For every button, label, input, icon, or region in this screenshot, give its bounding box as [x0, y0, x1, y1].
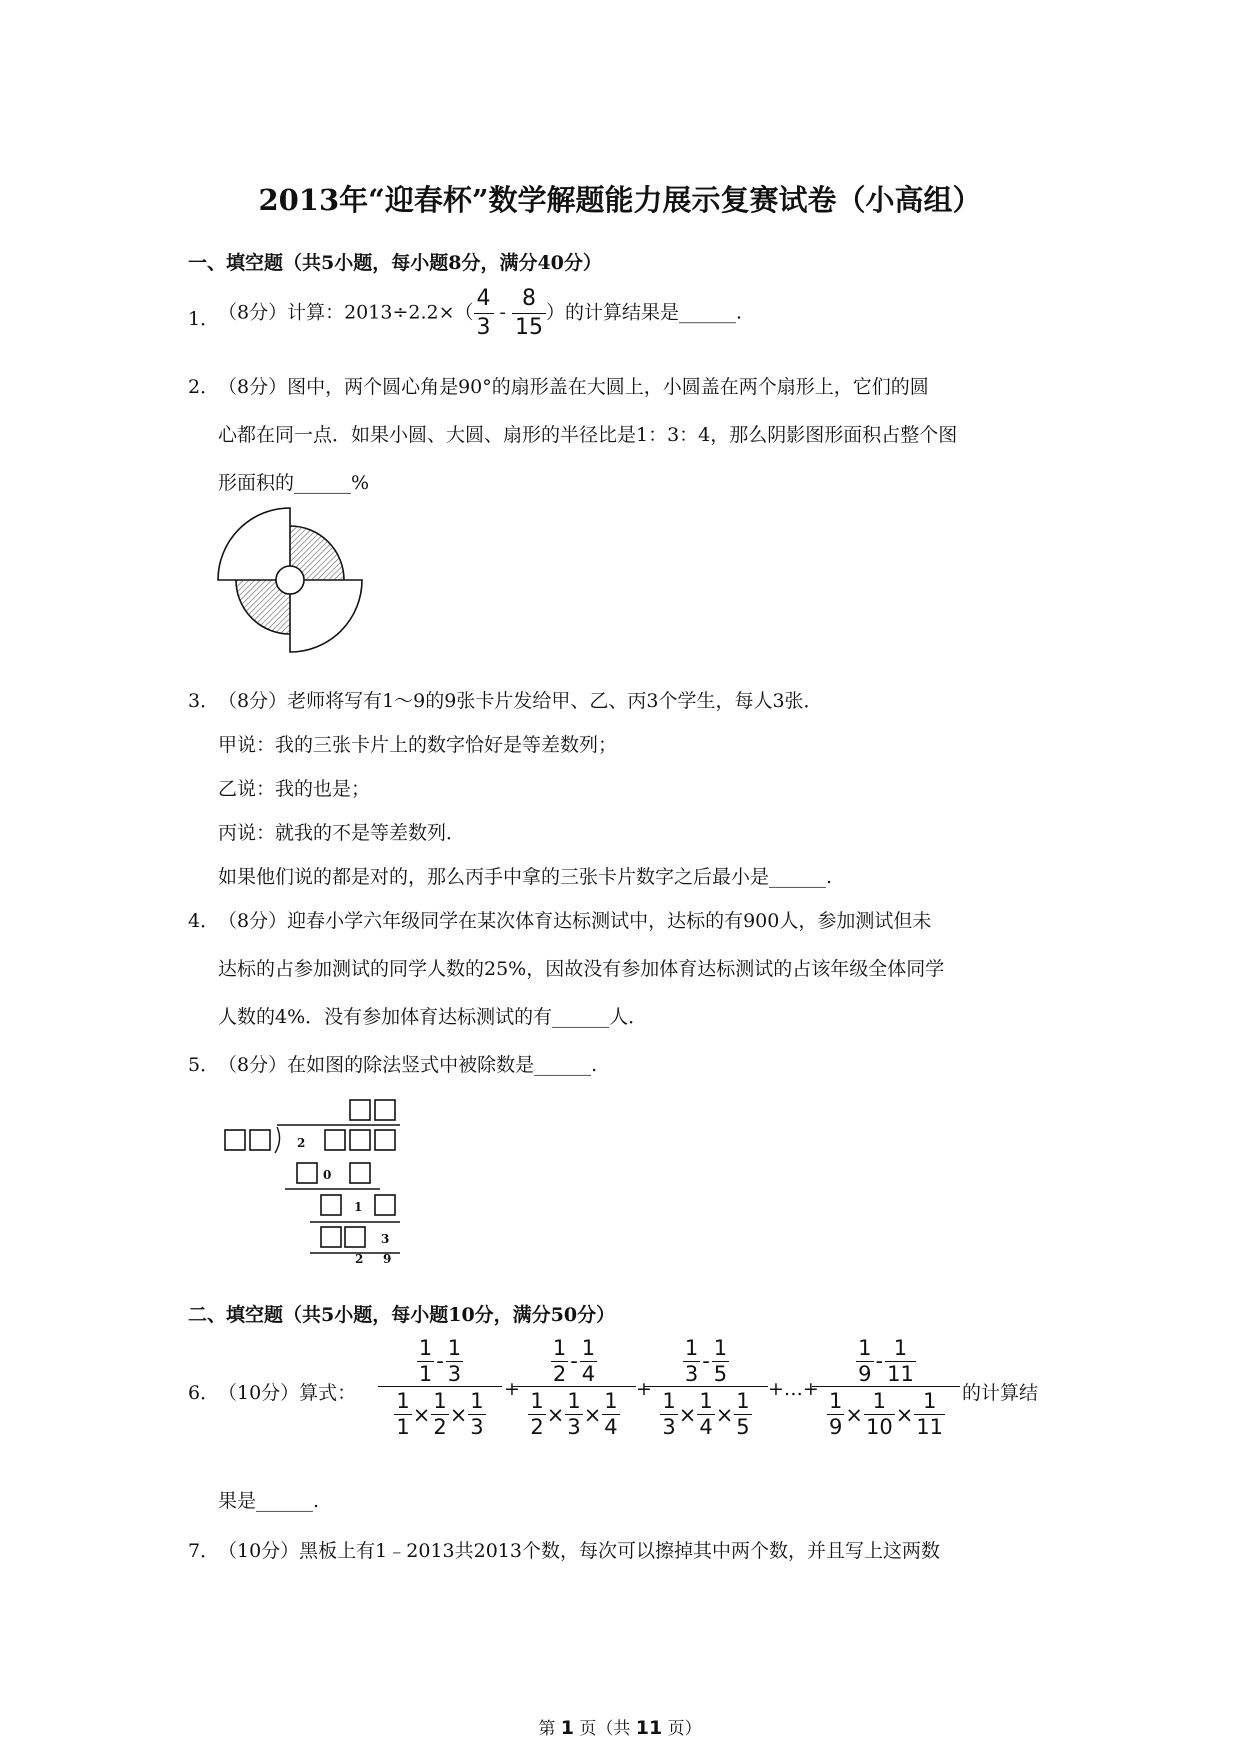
q6-frac-num: 1 — [567, 1389, 581, 1413]
q6-term-denominator — [512, 1391, 636, 1438]
q6-frac-den: 3 — [662, 1415, 676, 1439]
question-3-line-1: （8分）老师将写有1～9的9张卡片发给甲、乙、丙3个学生，每人3张． — [218, 690, 823, 712]
q6-term-numerator — [812, 1335, 960, 1386]
q6-frac — [431, 1391, 448, 1438]
sector-circle-figure — [210, 500, 370, 660]
question-4-line-2: 达标的占参加测试的同学人数的25%，因故没有参加体育达标测试的占该年级全体同学 — [218, 958, 945, 980]
section-heading-1: 一、填空题（共5小题，每小题8分，满分40分） — [188, 252, 602, 274]
q6-term-denominator — [812, 1391, 960, 1438]
q6-frac-den: 4 — [581, 1361, 596, 1386]
q6-frac — [660, 1391, 677, 1438]
question-5-number: 5． — [188, 1054, 220, 1076]
q6-frac-den: 2 — [552, 1361, 567, 1386]
q6-frac-num: 1 — [684, 1335, 699, 1360]
q6-frac-num: 1 — [828, 1389, 843, 1413]
question-1 — [218, 288, 742, 339]
question-3-line-4: 丙说：就我的不是等差数列． — [218, 822, 466, 844]
question-7-number: 7． — [188, 1540, 220, 1562]
question-3-line-2: 甲说：我的三张卡片上的数字恰好是等差数列； — [218, 734, 618, 756]
q6-frac — [528, 1391, 545, 1438]
q6-term-numerator — [378, 1335, 502, 1386]
q6-term-numerator — [512, 1335, 636, 1386]
q6-frac-den: 5 — [713, 1361, 728, 1386]
step2-box-1 — [321, 1195, 341, 1215]
q6-frac-num: 1 — [713, 1335, 728, 1360]
dividend-box-3 — [375, 1130, 395, 1150]
q6-frac — [712, 1335, 729, 1386]
q1-prefix: （8分）计算：2013÷2.2×（ — [218, 301, 474, 324]
question-3-number: 3． — [188, 690, 220, 712]
q6-frac — [864, 1391, 895, 1438]
question-4-line-3: 人数的4%．没有参加体育达标测试的有______人． — [218, 1006, 648, 1028]
q6-frac-num: 1 — [418, 1335, 433, 1360]
small-circle — [276, 566, 304, 594]
question-4-number: 4． — [188, 910, 220, 932]
footer-suffix: 页） — [662, 1719, 702, 1739]
remainder-digit-2: 2 — [355, 1252, 364, 1265]
q6-frac-num: 1 — [736, 1389, 750, 1413]
q6-frac-den: 5 — [736, 1415, 750, 1439]
q6-main-fraction-bar — [512, 1386, 636, 1387]
q6-frac-num: 1 — [447, 1335, 462, 1360]
q6-frac-num: 1 — [662, 1389, 676, 1413]
q6-frac-num: 1 — [581, 1335, 596, 1360]
digit-2: 2 — [297, 1136, 306, 1150]
q6-frac — [683, 1335, 700, 1386]
sector-bottom-right — [290, 580, 362, 652]
question-2-line-2: 心都在同一点．如果小圆、大圆、扇形的半径比是1：3：4，那么阴影图形面积占整个图 — [218, 424, 958, 446]
divisor-box-1 — [225, 1130, 245, 1150]
q6-main-fraction-bar — [378, 1386, 502, 1387]
q6-frac — [468, 1391, 485, 1438]
quotient-box-1 — [350, 1100, 370, 1120]
q6-term-denominator — [378, 1391, 502, 1438]
step1-box-1 — [297, 1163, 317, 1183]
long-division-figure — [215, 1095, 415, 1265]
q6-frac-den: 10 — [865, 1415, 893, 1439]
q6-frac — [446, 1335, 463, 1386]
q6-frac-den: 9 — [828, 1415, 843, 1439]
section-heading-2: 二、填空题（共5小题，每小题10分，满分50分） — [188, 1304, 616, 1326]
q6-term-2 — [512, 1335, 636, 1439]
q6-frac-num: 1 — [396, 1389, 410, 1413]
remainder-digit-9: 9 — [383, 1252, 392, 1265]
q6-frac — [580, 1335, 597, 1386]
q1-fraction-2 — [512, 288, 546, 339]
q6-times: × — [449, 1402, 468, 1427]
q6-times: × — [715, 1402, 734, 1427]
q6-frac-den: 1 — [396, 1415, 410, 1439]
q6-minus: - — [570, 1349, 578, 1373]
q6-frac-num: 1 — [858, 1335, 872, 1360]
q6-frac-den: 3 — [684, 1361, 699, 1386]
q6-frac — [697, 1391, 714, 1438]
quotient-box-2 — [375, 1100, 395, 1120]
q1-f2-numerator: 8 — [512, 288, 546, 314]
q6-times: × — [412, 1402, 431, 1427]
q1-suffix: ）的计算结果是______. — [546, 301, 743, 324]
footer-prefix: 第 — [538, 1719, 561, 1739]
step3-box-2 — [345, 1227, 365, 1247]
q6-frac-den: 1 — [418, 1361, 433, 1386]
question-6-number: 6． — [188, 1382, 220, 1404]
q6-frac — [551, 1335, 568, 1386]
q6-frac-den: 2 — [433, 1415, 447, 1439]
q6-frac — [827, 1391, 844, 1438]
page-footer — [0, 1714, 1240, 1739]
page-title: 2013年“迎春杯”数学解题能力展示复赛试卷（小高组） — [258, 183, 982, 217]
q6-frac — [914, 1391, 945, 1438]
dividend-box-2 — [350, 1130, 370, 1150]
q6-frac-den: 2 — [530, 1415, 544, 1439]
q6-frac-num: 1 — [470, 1389, 484, 1413]
question-6-prefix: （10分）算式： — [218, 1382, 357, 1404]
q6-frac — [417, 1335, 434, 1386]
question-6-suffix: 的计算结 — [962, 1382, 1039, 1404]
q6-frac — [602, 1391, 619, 1438]
q6-times: × — [678, 1402, 697, 1427]
q6-frac-num: 1 — [885, 1338, 916, 1362]
q6-times: × — [546, 1402, 565, 1427]
question-4-line-1: （8分）迎春小学六年级同学在某次体育达标测试中，达标的有900人，参加测试但未 — [218, 910, 932, 932]
q6-frac-den: 3 — [470, 1415, 484, 1439]
q6-term-numerator — [644, 1335, 768, 1386]
sector-top-left — [218, 508, 290, 580]
q6-frac-den: 4 — [604, 1415, 618, 1439]
q6-times: × — [845, 1402, 863, 1427]
q6-minus: - — [702, 1349, 710, 1373]
q6-frac — [856, 1335, 873, 1386]
question-3-line-3: 乙说：我的也是； — [218, 778, 371, 800]
q6-frac-den: 4 — [699, 1415, 713, 1439]
q6-frac-num: 1 — [864, 1391, 895, 1415]
q6-frac-num: 1 — [433, 1389, 447, 1413]
q6-dots: +…+ — [768, 1378, 819, 1400]
q6-plus-2: + — [636, 1378, 652, 1400]
q1-fraction-1 — [474, 288, 494, 339]
q6-main-fraction-bar — [812, 1386, 960, 1387]
digit-3: 3 — [381, 1232, 390, 1246]
question-3-line-5: 如果他们说的都是对的，那么丙手中拿的三张卡片数字之后最小是______. — [218, 866, 833, 888]
q1-minus: - — [499, 301, 506, 324]
q6-minus: - — [875, 1349, 884, 1373]
q6-frac-num: 1 — [914, 1391, 945, 1415]
q6-times: × — [895, 1402, 914, 1427]
q6-frac — [565, 1391, 582, 1438]
question-2-line-3: 形面积的______% — [218, 472, 370, 494]
q6-times: × — [583, 1402, 602, 1427]
question-7-line-1: （10分）黑板上有1﹣2013共2013个数，每次可以擦掉其中两个数，并且写上这两数 — [218, 1540, 940, 1562]
q6-frac-den: 3 — [447, 1361, 462, 1386]
q1-f2-denominator: 15 — [515, 315, 544, 340]
q6-frac-den: 11 — [916, 1415, 944, 1439]
q6-frac-num: 1 — [530, 1389, 544, 1413]
footer-middle: 页（共 — [573, 1719, 636, 1739]
q6-term-4 — [812, 1335, 960, 1439]
q6-frac-num: 1 — [604, 1389, 618, 1413]
q6-frac-den: 11 — [887, 1361, 914, 1386]
step3-box-1 — [321, 1227, 341, 1247]
q6-frac-den: 3 — [567, 1415, 581, 1439]
question-2-line-1: （8分）图中，两个圆心角是90°的扇形盖在大圆上，小圆盖在两个扇形上，它们的圆 — [218, 376, 929, 398]
q6-frac — [734, 1391, 751, 1438]
question-2-number: 2． — [188, 376, 220, 398]
q6-frac-den: 9 — [858, 1361, 872, 1386]
q1-f1-denominator: 3 — [476, 315, 491, 340]
dividend-box-1 — [325, 1130, 345, 1150]
q6-minus: - — [436, 1349, 444, 1373]
q6-term-denominator — [644, 1391, 768, 1438]
q6-plus-1: + — [504, 1378, 520, 1400]
question-6-line-2: 果是______. — [218, 1490, 320, 1512]
q6-frac-num: 1 — [552, 1335, 567, 1360]
digit-1: 1 — [354, 1200, 363, 1214]
q6-term-1 — [378, 1335, 502, 1439]
q6-main-fraction-bar — [644, 1386, 768, 1387]
question-5-line-1: （8分）在如图的除法竖式中被除数是______. — [218, 1054, 598, 1076]
q6-frac-num: 1 — [699, 1389, 713, 1413]
q6-frac — [394, 1391, 411, 1438]
question-1-number: 1． — [188, 308, 220, 330]
digit-0: 0 — [323, 1168, 332, 1182]
step2-box-2 — [375, 1195, 395, 1215]
q1-f1-numerator: 4 — [474, 288, 494, 314]
q6-term-3 — [644, 1335, 768, 1439]
footer-page-number: 1 — [560, 1717, 574, 1739]
step1-box-2 — [350, 1163, 370, 1183]
q6-frac — [885, 1335, 916, 1386]
footer-total-pages: 11 — [635, 1717, 663, 1739]
divisor-box-2 — [250, 1130, 270, 1150]
division-bracket — [275, 1127, 280, 1153]
